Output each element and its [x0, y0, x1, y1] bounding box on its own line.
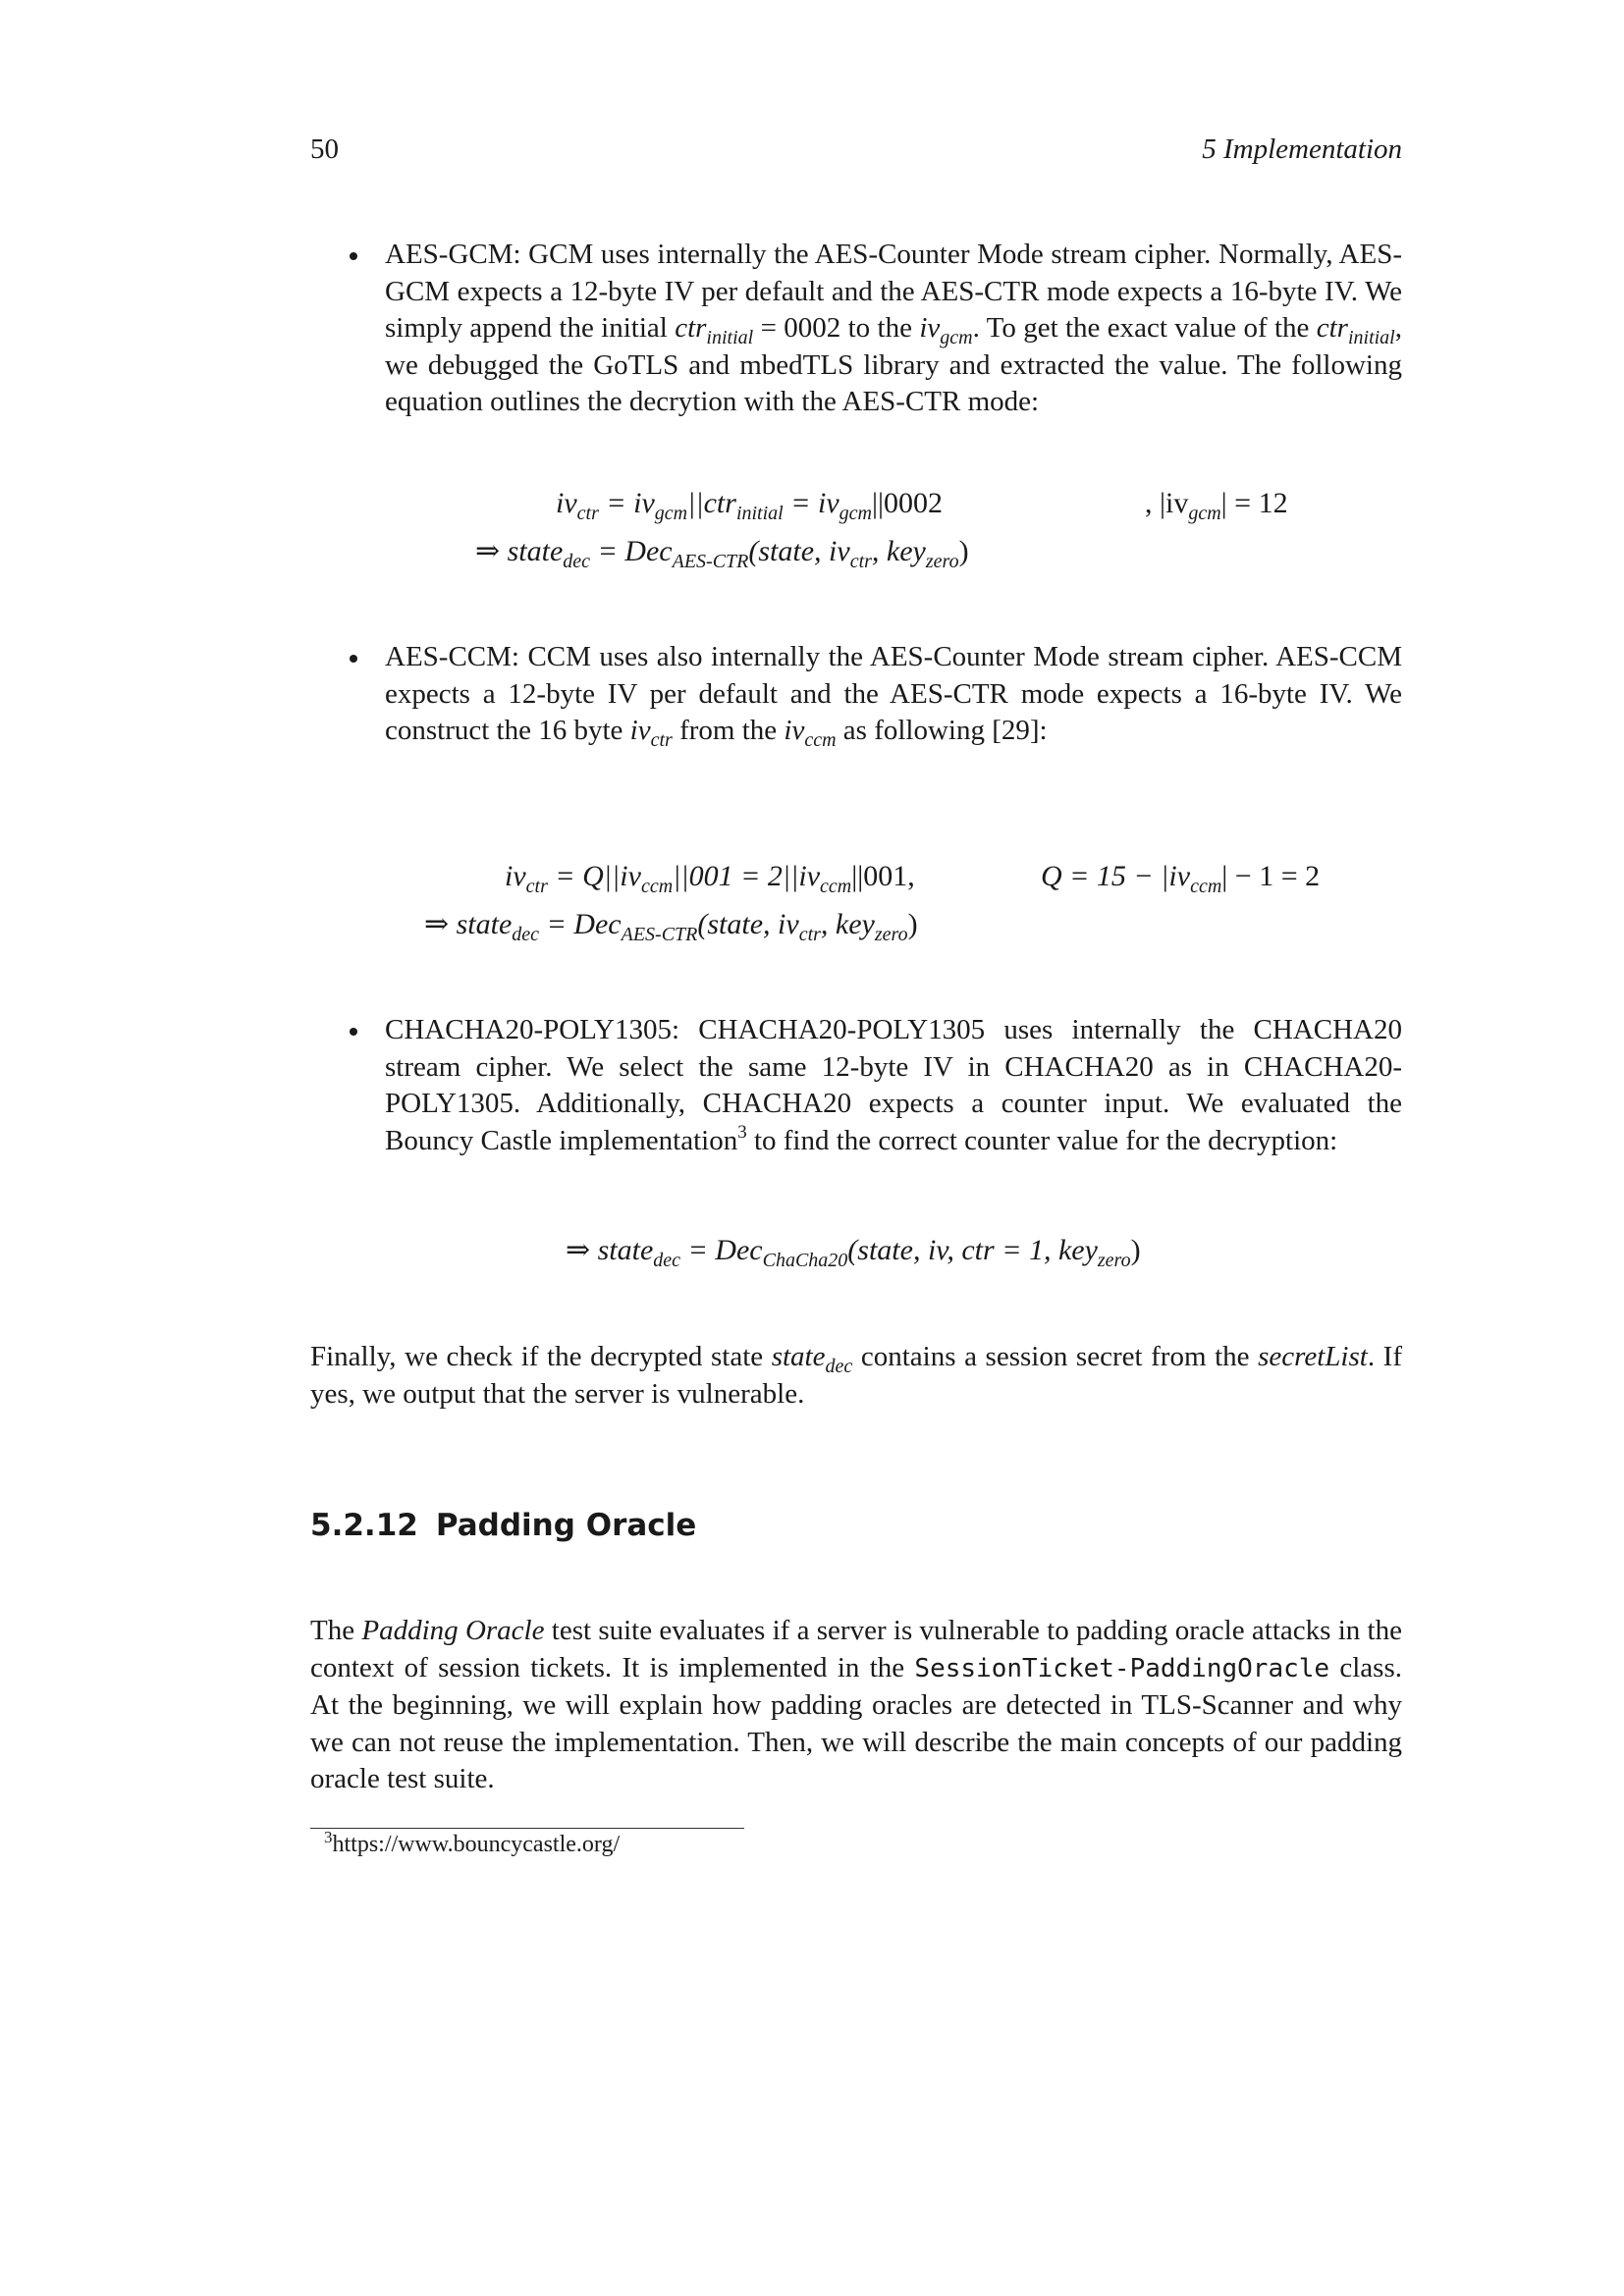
section-title: Padding Oracle: [435, 1508, 697, 1543]
bullet-dot: [350, 1028, 357, 1036]
math-subscript: initial: [735, 503, 784, 524]
math-subscript: ctr: [576, 503, 599, 524]
math-subscript: initial: [706, 327, 754, 348]
math-term: ): [907, 908, 918, 940]
math-var: iv: [505, 860, 526, 892]
math-term: = iv: [783, 487, 839, 519]
math-subscript: dec: [563, 551, 591, 572]
math-subscript: zero: [925, 551, 959, 572]
math-term: = Dec: [539, 908, 622, 940]
math-term: (state, iv: [697, 908, 799, 940]
math-term: ): [1130, 1234, 1141, 1266]
text-run: AES-GCM: GCM uses internally the AES-Counter Mode stream cipher. Normally, AES-GCM expects a 12-byte IV per default and the AES-CTR mode expects a 16-byte IV. We simply append the initial: [385, 239, 1402, 344]
equation-gcm-iv: [556, 487, 943, 524]
math-subscript: zero: [1097, 1250, 1131, 1271]
math-subscript: ChaCha20: [762, 1250, 848, 1271]
math-subscript: ccm: [640, 876, 674, 897]
math-var: iv: [629, 715, 651, 746]
math-term: ⇒ state: [424, 908, 513, 940]
math-term: , key: [820, 908, 875, 940]
math-term: ||ctr: [687, 487, 736, 519]
math-subscript: AES-CTR: [621, 924, 698, 945]
math-subscript: ctr: [525, 876, 548, 897]
math-subscript: dec: [653, 1250, 681, 1271]
math-var: ctr: [1316, 312, 1348, 344]
math-term: ||001 = 2||iv: [673, 860, 821, 892]
math-subscript: AES-CTR: [672, 551, 749, 572]
math-subscript: initial: [1347, 327, 1395, 348]
math-subscript: ctr: [650, 729, 673, 751]
text-run: The: [310, 1615, 362, 1646]
math-term: ⇒ state: [566, 1234, 654, 1266]
math-subscript: gcm: [839, 503, 872, 524]
list-item-text: [385, 1012, 1402, 1159]
equation-gcm-dec: [475, 534, 969, 572]
math-var: iv: [919, 312, 941, 344]
footnote-divider: [310, 1828, 744, 1829]
math-term: Q = 15 − |iv: [1041, 860, 1191, 892]
footnote: [324, 1828, 621, 1858]
text-run: CHACHA20-POLY1305: CHACHA20-POLY1305 uses internally the CHACHA20 stream cipher. We select the same 12-byte IV in CHACHA20 as in CHACHA20-POLY1305. Additionally, CHACHA20 expects a counter input. We evaluated the Bouncy Castle implementation: [385, 1014, 1402, 1156]
math-term: (state, iv: [748, 535, 850, 567]
math-term: ⇒ state: [475, 535, 564, 567]
text-run: AES-CCM: CCM uses also internally the AES-Counter Mode stream cipher. AES-CCM expects a 12-byte IV per default and the AES-CTR mode expects a 16-byte IV. We construct the 16 byte: [385, 641, 1402, 746]
text-run: class. At the beginning, we will explain how padding oracles are detected in TLS-Scanner and why we can not reuse the implementation. Then, we will describe the main concepts of our padding oracle test suite.: [310, 1651, 1402, 1794]
math-subscript: ccm: [804, 729, 837, 751]
math-term: ||0002: [871, 487, 943, 519]
list-item-text: [385, 639, 1402, 750]
section-heading: [310, 1508, 696, 1543]
math-term: , key: [871, 535, 926, 567]
text-run: from the: [672, 715, 785, 746]
math-var: iv: [556, 487, 577, 519]
math-var: iv: [784, 715, 805, 746]
text-run: Finally, we check if the decrypted state: [310, 1341, 772, 1372]
text-run: contains a session secret from the: [852, 1341, 1259, 1372]
text-run: = 0002 to the: [753, 312, 920, 344]
page-number: 50: [310, 133, 339, 165]
math-var: state: [771, 1341, 826, 1372]
equation-gcm-condition: [1145, 487, 1288, 524]
math-subscript: gcm: [654, 503, 688, 524]
footnote-link[interactable]: https://www.bouncycastle.org/: [332, 1832, 621, 1857]
math-subscript: gcm: [940, 327, 973, 348]
math-term: | − 1 = 2: [1221, 860, 1321, 892]
chapter-title: 5 Implementation: [1202, 133, 1402, 165]
emphasis-term: Padding Oracle: [361, 1615, 545, 1646]
footnote-mark: 3: [324, 1828, 333, 1846]
math-subscript: ctr: [798, 924, 821, 945]
text-run: as following [29]:: [836, 715, 1048, 746]
math-term: , |iv: [1145, 487, 1189, 519]
text-run: . If yes, we output that the server is vulnerable.: [310, 1341, 1402, 1410]
math-var: ctr: [675, 312, 707, 344]
bullet-dot: [350, 252, 357, 260]
math-term: ||001,: [851, 860, 915, 892]
equation-chacha-dec: [566, 1233, 1141, 1271]
equation-ccm-condition: [1041, 860, 1321, 897]
math-subscript: dec: [512, 924, 540, 945]
math-term: = Dec: [590, 535, 673, 567]
paragraph-padding-oracle: [310, 1613, 1402, 1798]
math-term: ): [958, 535, 969, 567]
math-term: (state, iv, ctr = 1, key: [847, 1234, 1098, 1266]
math-subscript: gcm: [1188, 503, 1221, 524]
footnote-reference[interactable]: 3: [737, 1121, 747, 1143]
section-number: 5.2.12: [310, 1508, 418, 1543]
equation-ccm-dec: [424, 907, 918, 945]
text-run: , we debugged the GoTLS and mbedTLS library and extracted the value. The following equation outlines the decrytion with the AES-CTR mode:: [385, 312, 1402, 417]
text-run: . To get the exact value of the: [972, 312, 1317, 344]
code-class-name: SessionTicket-PaddingOracle: [914, 1653, 1330, 1683]
text-run: to find the correct counter value for the decryption:: [746, 1124, 1338, 1156]
running-head: [310, 133, 1402, 173]
bullet-dot: [350, 655, 357, 663]
emphasis-term: secretList: [1258, 1341, 1368, 1372]
math-subscript: dec: [825, 1356, 853, 1377]
math-subscript: ccm: [820, 876, 852, 897]
paragraph-conclusion: [310, 1339, 1402, 1413]
list-item-text: [385, 237, 1402, 421]
math-subscript: ctr: [849, 551, 872, 572]
text-run: test suite evaluates if a server is vulnerable to padding oracle attacks in the context of session tickets. It is implemented in the: [310, 1615, 1402, 1683]
math-term: = Dec: [680, 1234, 763, 1266]
math-term: | = 12: [1220, 487, 1288, 519]
math-subscript: zero: [874, 924, 908, 945]
math-term: = Q||iv: [547, 860, 641, 892]
math-subscript: ccm: [1190, 876, 1222, 897]
math-term: = iv: [598, 487, 655, 519]
equation-ccm-iv: [505, 860, 915, 897]
